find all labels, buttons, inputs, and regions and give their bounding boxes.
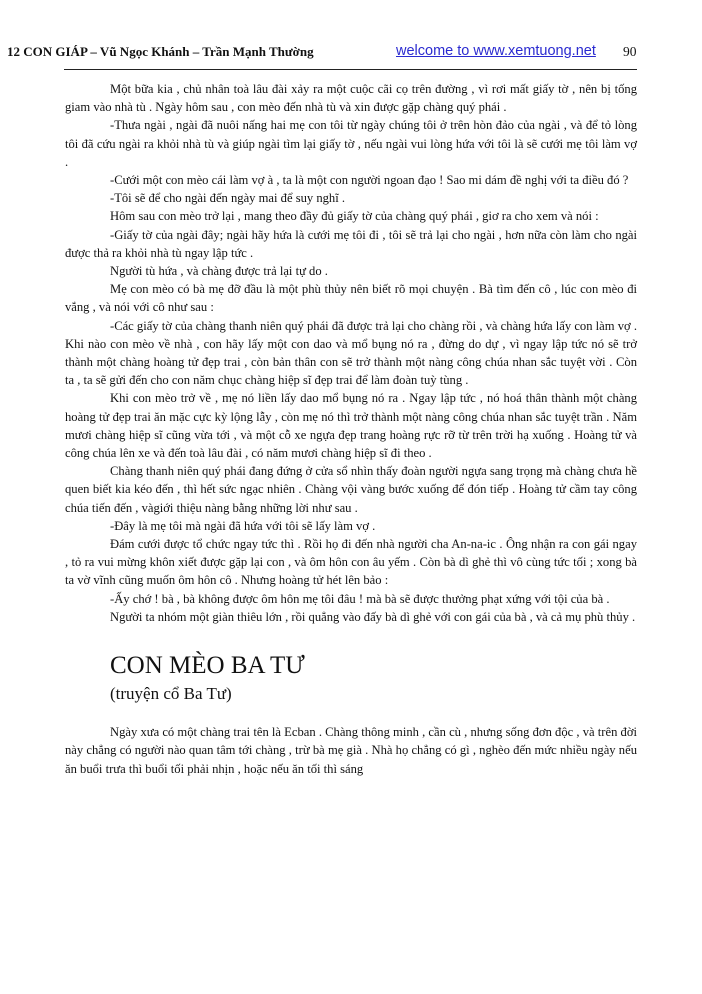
story-subtitle: (truyện cổ Ba Tư) [110, 684, 232, 704]
paragraph: Đám cưới được tổ chức ngay tức thì . Rồi họ đi đến nhà người cha An-na-ic . Ông nhận ra con gái ngay , tỏ ra vui mừng khôn xiết được gặp lại con , và ôm hôn con âu yếm . Còn bà dì ghẻ thì vô cùng tức tối ; xong bà ta vờ vĩnh cũng muốn ôm hôn cô . Nhưng hoàng tử hét lên bảo : [65, 537, 637, 588]
paragraph: -Tôi sẽ để cho ngài đến ngày mai để suy nghĩ . [110, 191, 346, 206]
paragraph: -Giấy tờ của ngài đây; ngài hãy hứa là cưới mẹ tôi đi , tôi sẽ trả lại cho ngài , hơn nữa còn làm cho ngài được thả ra khỏi nhà tù ngay lập tức . [65, 227, 637, 260]
paragraph: -Cưới một con mèo cái làm vợ à , ta là một con người ngoan đạo ! Sao mi dám đề nghị với ta điều đó ? [110, 173, 629, 188]
paragraph: Chàng thanh niên quý phái đang đứng ở cửa sổ nhìn thấy đoàn người ngựa sang trọng mà chàng chưa hề quen biết kia kéo đến , thì hết sức ngạc nhiên . Chàng vội vàng bước xuống để đón tiếp . Hoàng tử cầm tay công chúa tiến đến , vàgiới thiệu nàng bằng những lời như sau . [65, 464, 637, 515]
paragraph: Một bữa kia , chủ nhân toà lâu đài xảy ra một cuộc cãi cọ trên đường , vì rơi mất giấy tờ , nên bị tống giam vào nhà tù . Ngày hôm sau , con mèo đến nhà tù và xin được gặp chàng quý phái . [65, 82, 637, 115]
header-rule [64, 69, 637, 70]
running-header-title: 12 CON GIÁP – Vũ Ngọc Khánh – Trần Mạnh Thường [7, 44, 314, 59]
body-text [65, 80, 637, 778]
page-number: 90 [623, 44, 637, 59]
paragraph: -Đây là mẹ tôi mà ngài đã hứa với tôi sẽ lấy làm vợ . [110, 518, 376, 533]
paragraph: Người ta nhóm một giàn thiêu lớn , rồi quẳng vào đấy bà dì ghẻ với con gái của bà , và cả mụ phù thủy . [110, 609, 636, 624]
website-link[interactable]: welcome to www.xemtuong.net [396, 43, 596, 59]
story-title: CON MÈO BA TƯ [110, 652, 305, 680]
paragraph: Khi con mèo trở về , mẹ nó liền lấy dao mổ bụng nó ra . Ngay lập tức , nó hoá thân thành một chàng hoàng tử đẹp trai ăn mặc cực kỳ lộng lẫy , còn mẹ nó thì trở thành một nàng công chúa nhan sắc tuyệt trần . Năm mươi chàng hiệp sĩ cũng vừa tới , và một cỗ xe ngựa đẹp trang hoàng rực rỡ từ trên trời hạ xuống . Hoàng tử và công chúa lên xe và đến toà lâu đài , có năm mươi chàng hiệp sĩ đi theo . [65, 391, 637, 461]
paragraph: Mẹ con mèo có bà mẹ đỡ đầu là một phù thủy nên biết rõ mọi chuyện . Bà tìm đến cô , lúc con mèo đi vắng , và nói với cô như sau : [65, 282, 637, 315]
paragraph: -Các giấy tờ của chàng thanh niên quý phái đã được trả lại cho chàng rồi , và chàng hứa lấy con làm vợ . Khi nào con mèo về nhà , con hãy lấy một con dao và mổ bụng nó ra , đừng do dự , vì ngay lập tức nó sẽ trở thành một chàng hoàng tử đẹp trai , còn bản thân con sẽ trở thành một nàng công chúa nhan sắc tuyệt vời . Còn ta , ta sẽ gửi đến cho con năm chục chàng hiệp sĩ đẹp trai để làm đoàn tuỳ tùng . [65, 318, 637, 388]
paragraph: -Ấy chớ ! bà , bà không được ôm hôn mẹ tôi đâu ! mà bà sẽ được thưởng phạt xứng với tội của bà . [110, 591, 610, 606]
paragraph: Hôm sau con mèo trở lại , mang theo đầy đủ giấy tờ của chàng quý phái , giơ ra cho xem và nói : [110, 209, 599, 224]
paragraph: Ngày xưa có một chàng trai tên là Ecban . Chàng thông minh , cần cù , nhưng sống đơn độc , và trên đời này chẳng có người nào quan tâm tới chàng , trừ bà mẹ già . Nhà họ chẳng có gì , nghèo đến mức nhiều ngày nếu ăn buổi trưa thì buổi tối phải nhịn , hoặc nếu ăn tối thì sáng [65, 725, 637, 776]
paragraph: Người tù hứa , và chàng được trả lại tự do . [110, 264, 328, 279]
paragraph: -Thưa ngài , ngài đã nuôi nấng hai mẹ con tôi từ ngày chúng tôi ở trên hòn đảo của ngài , và để tỏ lòng tôi đã cứu ngài ra khỏi nhà tù và giúp ngài tìm lại giấy tờ , nếu ngài vui lòng hứa với tôi là sẽ cưới mẹ tôi làm vợ . [65, 118, 637, 169]
